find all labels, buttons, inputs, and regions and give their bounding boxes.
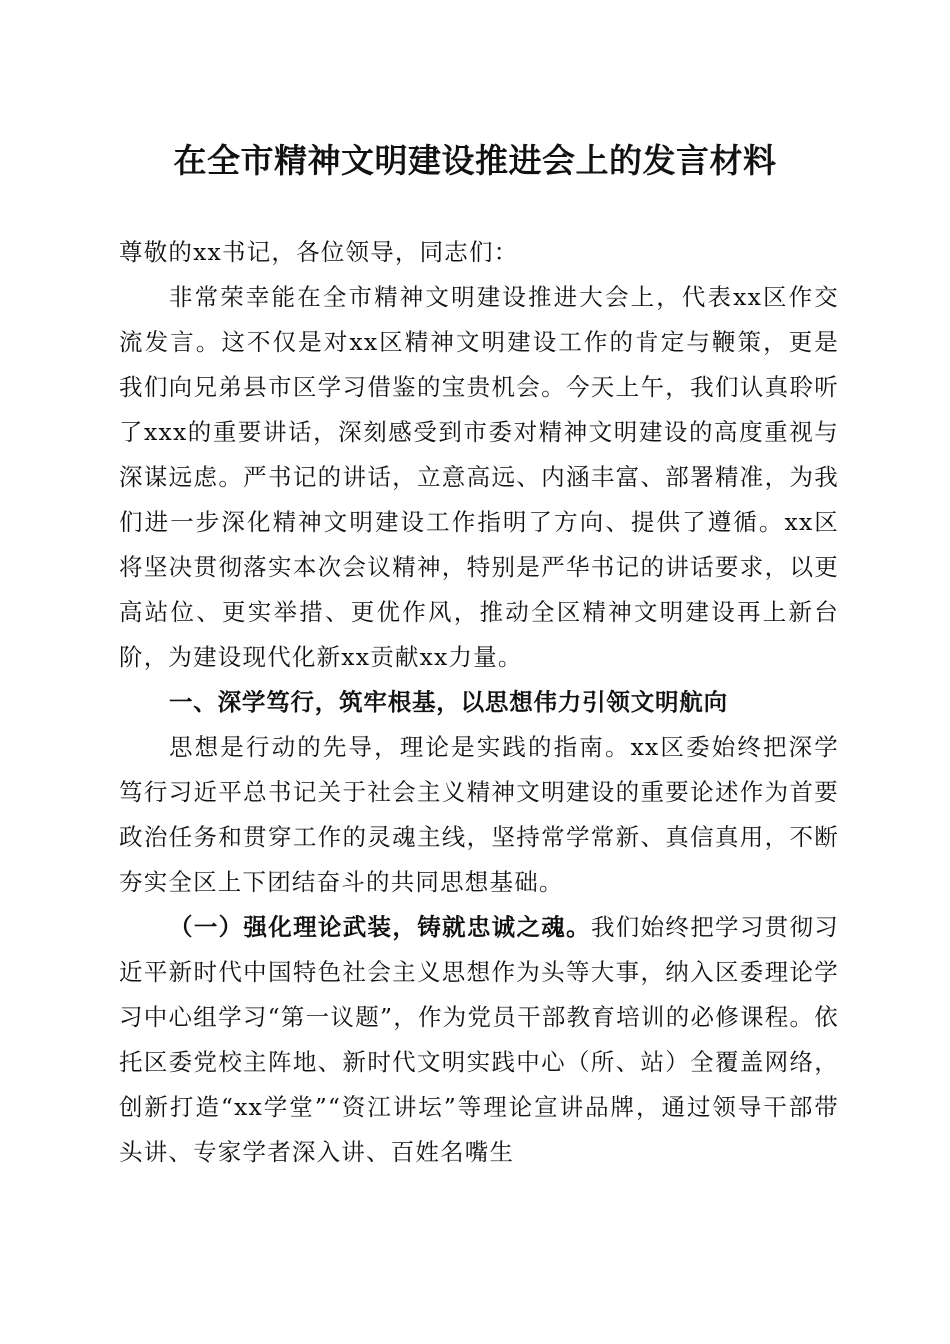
document-title: 在全市精神文明建设推进会上的发言材料 [173,141,777,180]
document-body [119,230,839,1175]
subsection-1-heading: （一）强化理论武装，铸就忠诚之魂。 [169,913,591,941]
section-1-paragraph: 思想是行动的先导，理论是实践的指南。xx区委始终把深学笃行习近平总书记关于社会主义精神文明建设的重要论述作为首要政治任务和贯穿工作的灵魂主线，坚持常学常新、真信真用，不断夯实全区上下团结奋斗的共同思想基础。 [119,733,839,896]
section-heading-1: 一、深学笃行，筑牢根基，以思想伟力引领文明航向 [169,688,728,716]
salutation: 尊敬的xx书记，各位领导，同志们： [119,238,519,266]
subsection-1-text: 我们始终把学习贯彻习近平新时代中国特色社会主义思想作为头等大事，纳入区委理论学习中心组学习“第一议题”，作为党员干部教育培训的必修课程。依托区委党校主阵地、新时代文明实践中心（所、站）全覆盖网络，创新打造“xx学堂”“资江讲坛”等理论宣讲品牌，通过领导干部带头讲、专家学者深入讲、百姓名嘴生 [119,913,840,1166]
subsection-1-paragraph [119,905,839,1175]
intro-paragraph: 非常荣幸能在全市精神文明建设推进大会上，代表xx区作交流发言。这不仅是对xx区精神文明建设工作的肯定与鞭策，更是我们向兄弟县市区学习借鉴的宝贵机会。今天上午，我们认真聆听了xxx的重要讲话，深刻感受到市委对精神文明建设的高度重视与深谋远虑。严书记的讲话，立意高远、内涵丰富、部署精准，为我们进一步深化精神文明建设工作指明了方向、提供了遵循。xx区将坚决贯彻落实本次会议精神，特别是严华书记的讲话要求，以更高站位、更实举措、更优作风，推动全区精神文明建设再上新台阶，为建设现代化新xx贡献xx力量。 [119,283,839,671]
